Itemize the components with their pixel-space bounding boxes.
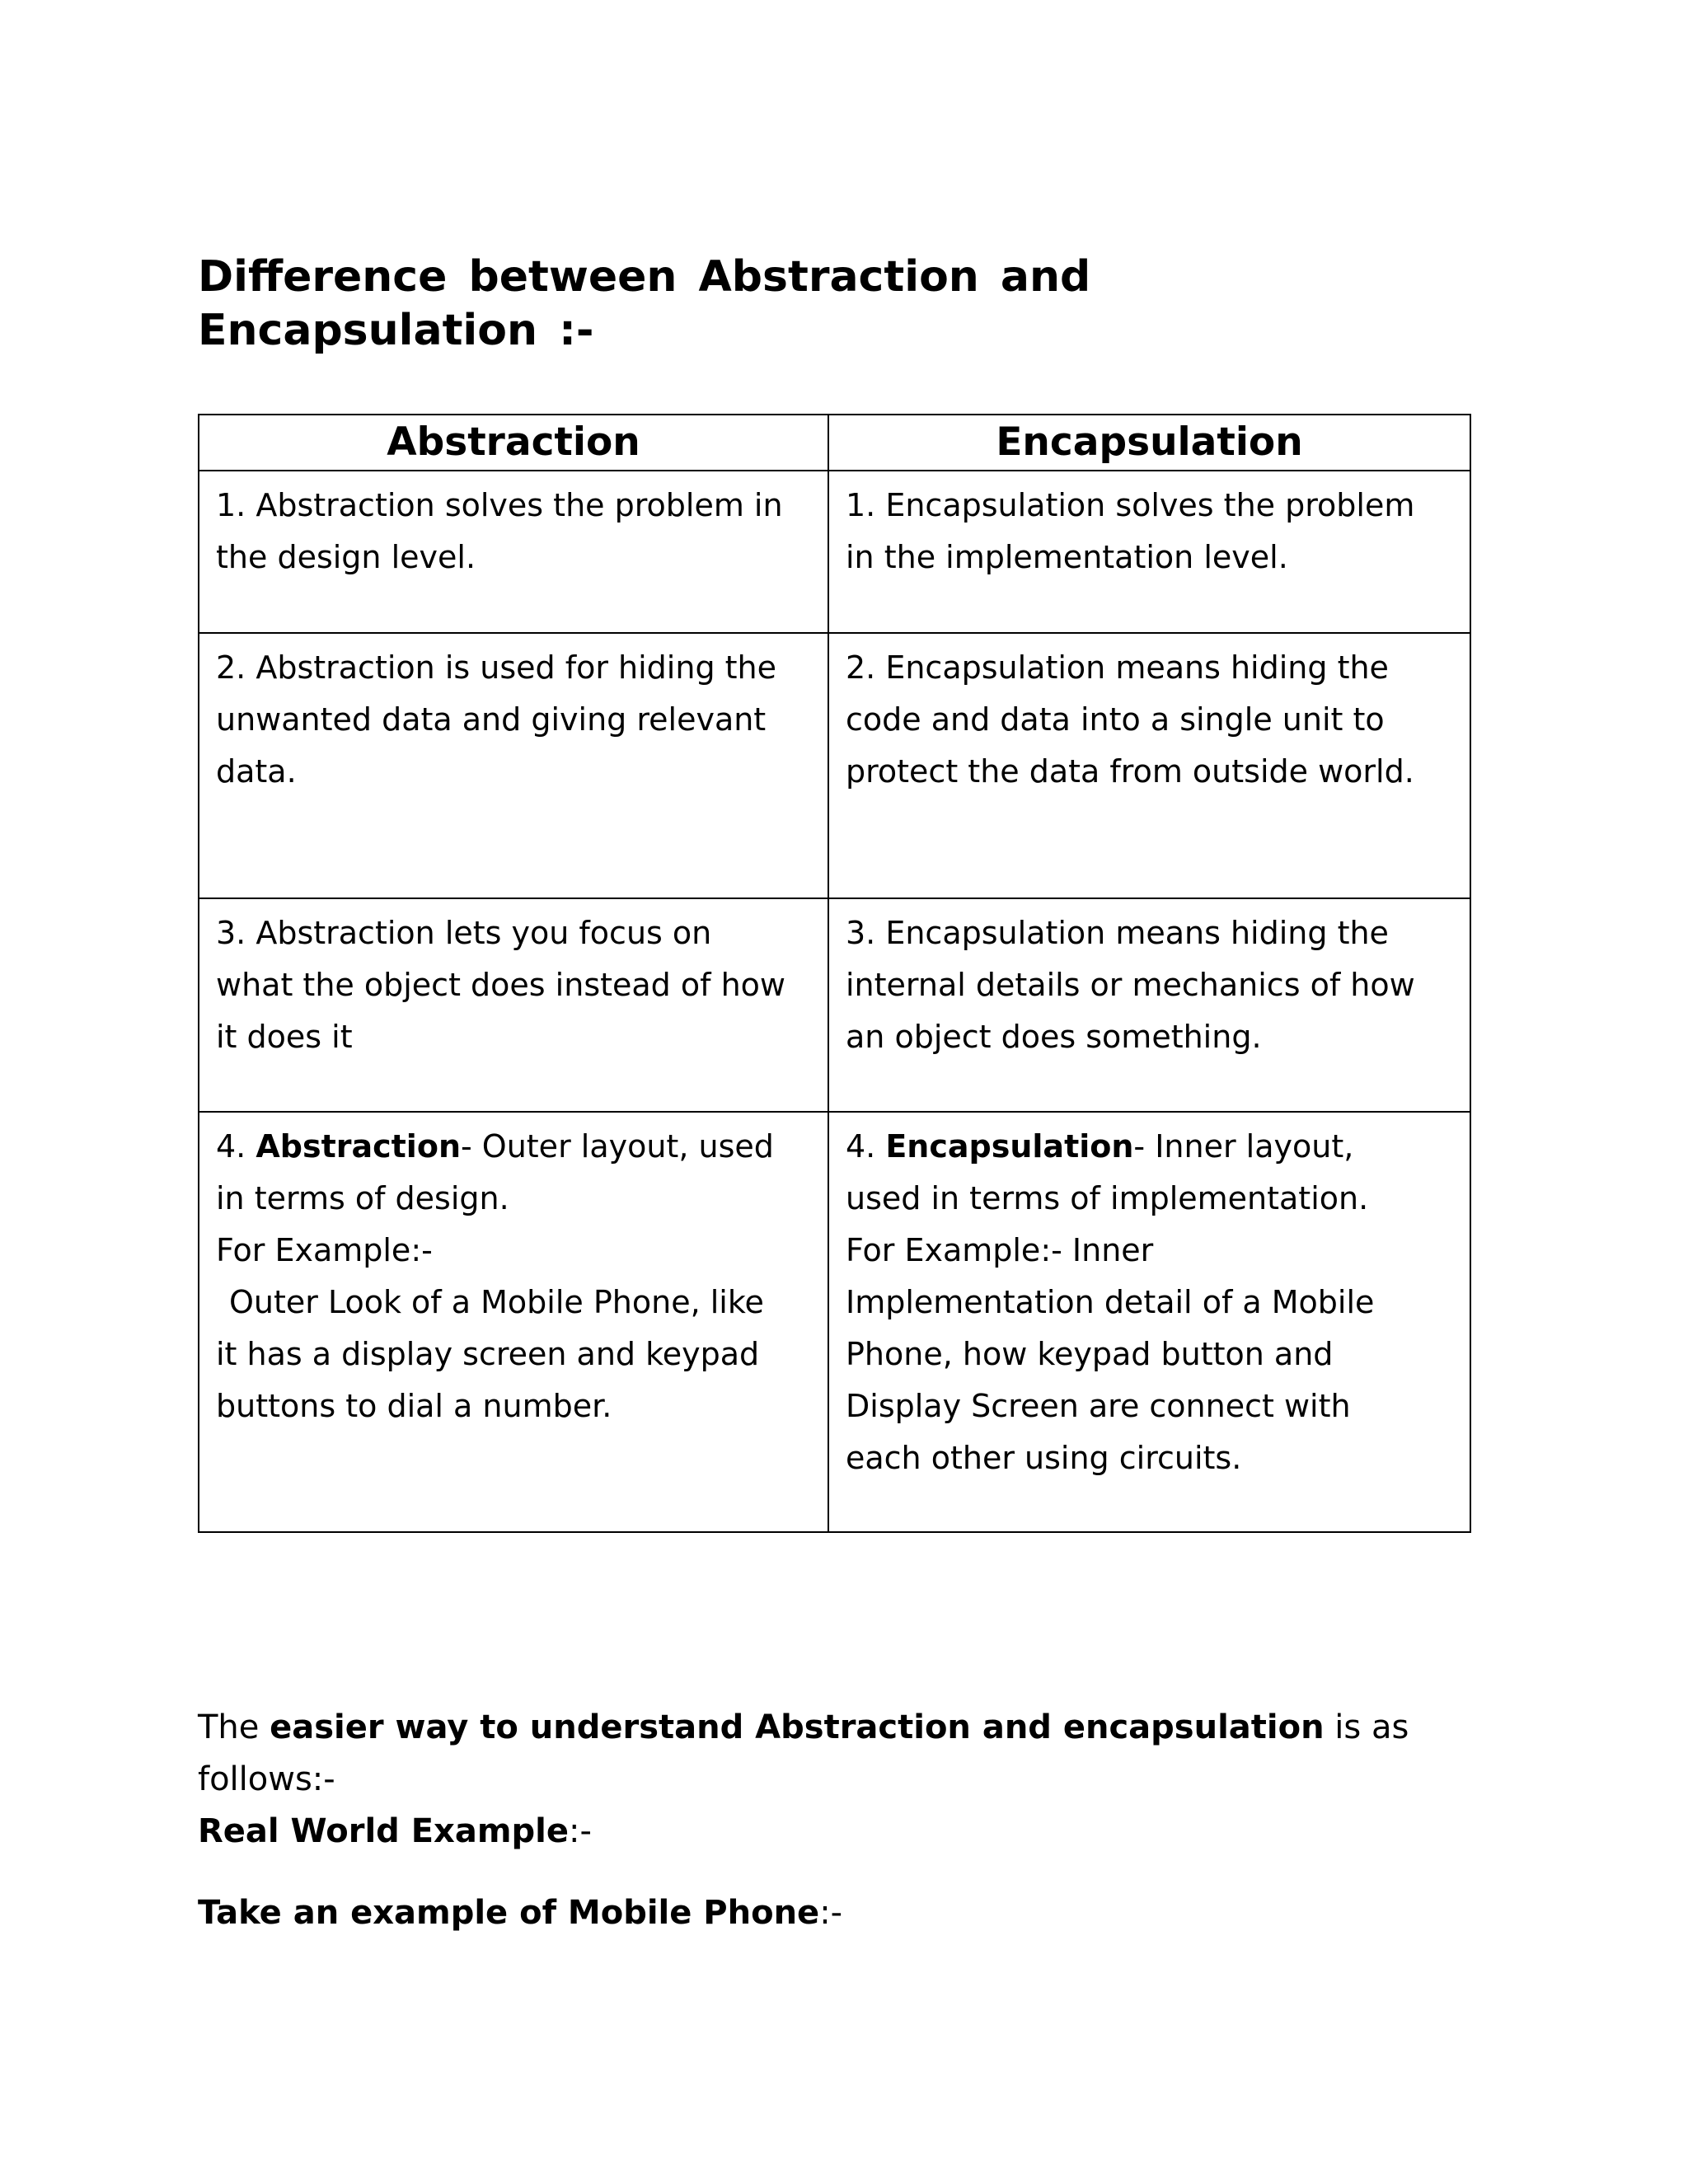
mobile-example-heading — [198, 1887, 1484, 1939]
title-line-1: Difference between Abstraction and — [198, 252, 1091, 302]
cell-text: For Example:- — [216, 1232, 433, 1268]
cell-text: internal details or mechanics of how — [846, 967, 1415, 1003]
cell-text: Phone, how keypad button and — [846, 1336, 1334, 1372]
table-row — [199, 1112, 1470, 1532]
cell-text: used in terms of implementation. — [846, 1180, 1369, 1216]
table-row — [199, 633, 1470, 898]
encapsulation-cell — [828, 1112, 1470, 1532]
cell-text: 1. Encapsulation solves the problem — [846, 487, 1415, 523]
mobile-example-suffix: :- — [819, 1894, 843, 1932]
encapsulation-cell — [828, 898, 1470, 1112]
term-description: - Inner layout, — [1133, 1128, 1354, 1165]
cell-text: Outer Look of a Mobile Phone, like — [229, 1284, 764, 1320]
intro-paragraph — [198, 1702, 1484, 1754]
cell-text: 1. Abstraction solves the problem in — [216, 487, 783, 523]
cell-heading — [846, 1121, 1455, 1173]
item-number: 4. — [846, 1128, 886, 1165]
mobile-example-label: Take an example of Mobile Phone — [198, 1894, 820, 1932]
cell-text: the design level. — [216, 539, 476, 575]
cell-text: protect the data from outside world. — [846, 753, 1414, 790]
cell-text: what the object does instead of how — [216, 967, 785, 1003]
cell-text: an object does something. — [846, 1019, 1262, 1055]
item-number: 4. — [216, 1128, 256, 1165]
intro-prefix: The — [198, 1708, 270, 1746]
title-line-2: Encapsulation :- — [198, 306, 594, 355]
cell-text: buttons to dial a number. — [216, 1388, 612, 1424]
cell-text: each other using circuits. — [846, 1440, 1242, 1476]
intro-emphasis: easier way to understand Abstraction and encapsulation — [270, 1708, 1325, 1746]
header-abstraction: Abstraction — [199, 415, 828, 471]
cell-text: code and data into a single unit to — [846, 701, 1385, 738]
cell-text: in the implementation level. — [846, 539, 1288, 575]
cell-text: 2. Abstraction is used for hiding the — [216, 649, 777, 686]
cell-text: For Example:- Inner — [846, 1232, 1154, 1268]
table-header-row — [199, 415, 1470, 471]
real-world-heading — [198, 1806, 1484, 1858]
cell-text: 3. Abstraction lets you focus on — [216, 915, 712, 951]
cell-text: unwanted data and giving relevant — [216, 701, 767, 738]
cell-text: it has a display screen and keypad — [216, 1336, 760, 1372]
intro-line-2: follows:- — [198, 1760, 335, 1798]
real-world-suffix: :- — [569, 1812, 592, 1850]
abstraction-cell — [199, 898, 828, 1112]
abstraction-cell — [199, 633, 828, 898]
cell-text: it does it — [216, 1019, 353, 1055]
real-world-label: Real World Example — [198, 1812, 569, 1850]
term-description: - Outer layout, used — [461, 1128, 774, 1165]
cell-text: 3. Encapsulation means hiding the — [846, 915, 1389, 951]
cell-text: Display Screen are connect with — [846, 1388, 1351, 1424]
cell-heading — [216, 1121, 813, 1173]
comparison-table — [198, 414, 1471, 1533]
cell-text: in terms of design. — [216, 1180, 509, 1216]
encapsulation-cell — [828, 633, 1470, 898]
cell-text: 2. Encapsulation means hiding the — [846, 649, 1389, 686]
abstraction-cell — [199, 1112, 828, 1532]
explanation-section — [198, 1702, 1484, 1939]
table-row — [199, 898, 1470, 1112]
table-row — [199, 471, 1470, 633]
term-bold: Abstraction — [256, 1128, 461, 1165]
encapsulation-cell — [828, 471, 1470, 633]
header-encapsulation: Encapsulation — [828, 415, 1470, 471]
cell-text: Implementation detail of a Mobile — [846, 1284, 1375, 1320]
abstraction-cell — [199, 471, 828, 633]
page-title — [198, 251, 1467, 358]
intro-suffix: is as — [1324, 1708, 1409, 1746]
term-bold: Encapsulation — [885, 1128, 1134, 1165]
cell-text: data. — [216, 753, 297, 790]
